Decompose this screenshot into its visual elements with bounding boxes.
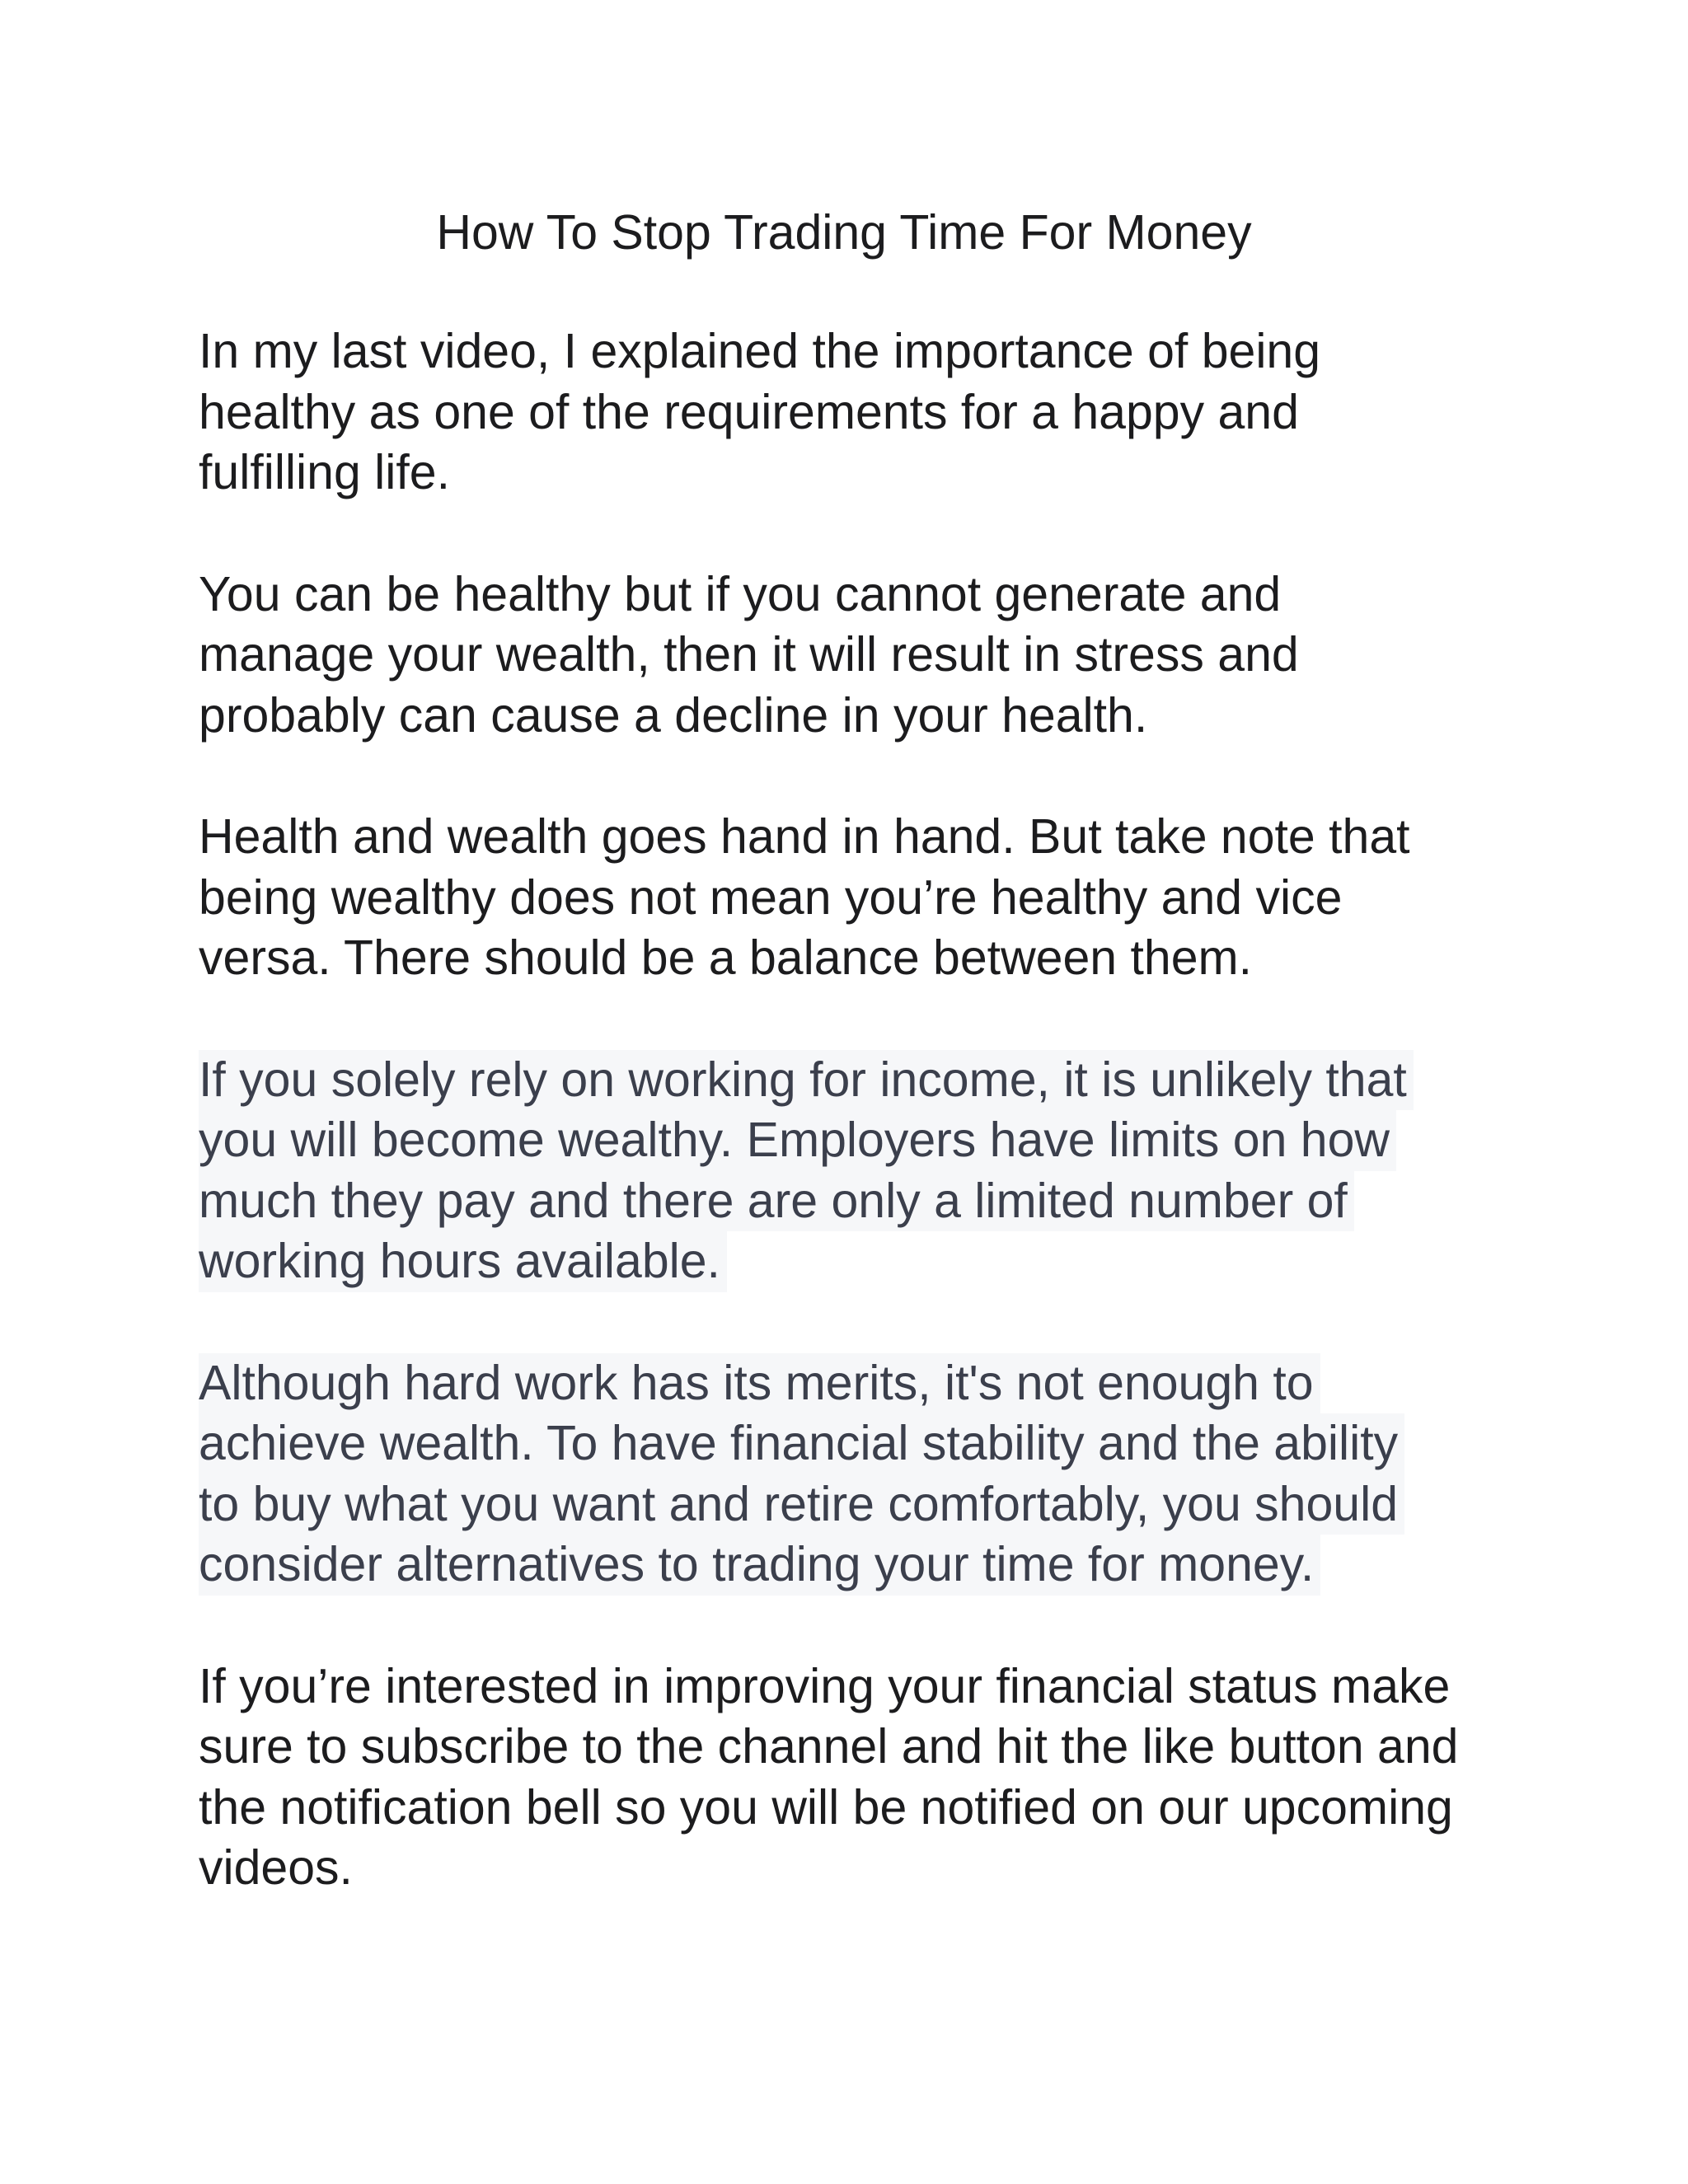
paragraph-line: consider alternatives to trading your time for money. [199, 1535, 1320, 1596]
paragraph-line: Health and wealth goes hand in hand. But take note that [199, 809, 1410, 864]
paragraph-line: you will become wealthy. Employers have limits on how [199, 1110, 1396, 1171]
paragraph-line: fulfilling life. [199, 445, 450, 499]
paragraph-line: to buy what you want and retire comfortably, you should [199, 1474, 1404, 1535]
paragraph-line: If you’re interested in improving your financial status make [199, 1658, 1451, 1713]
paragraph-1 [199, 321, 1517, 504]
paragraph-line: manage your wealth, then it will result in stress and [199, 627, 1299, 682]
paragraph-line: In my last video, I explained the importance of being [199, 324, 1321, 378]
paragraph-line: You can be healthy but if you cannot generate and [199, 566, 1282, 621]
paragraph-line: versa. There should be a balance between them. [199, 930, 1253, 985]
paragraph-line: working hours available. [199, 1231, 727, 1292]
paragraph-line: achieve wealth. To have financial stability and the ability [199, 1413, 1404, 1474]
paragraph-line: If you solely rely on working for income, it is unlikely that [199, 1050, 1414, 1111]
paragraph-line: the notification bell so you will be notified on our upcoming [199, 1779, 1453, 1835]
paragraph-6 [199, 1657, 1517, 1899]
paragraph-line: sure to subscribe to the channel and hit the like button and [199, 1719, 1459, 1774]
paragraph-line: videos. [199, 1840, 353, 1895]
paragraph-line: healthy as one of the requirements for a happy and [199, 384, 1299, 439]
paragraph-5-highlighted [199, 1353, 1517, 1596]
paragraph-3 [199, 807, 1517, 989]
paragraph-2 [199, 565, 1517, 747]
paragraph-4-highlighted [199, 1050, 1517, 1292]
paragraph-line: much they pay and there are only a limited number of [199, 1171, 1354, 1232]
paragraph-line: probably can cause a decline in your health. [199, 687, 1148, 743]
document-title: How To Stop Trading Time For Money [436, 205, 1252, 260]
document-body [199, 321, 1517, 1960]
paragraph-line: Although hard work has its merits, it's not enough to [199, 1353, 1320, 1414]
paragraph-line: being wealthy does not mean you’re healthy and vice [199, 869, 1343, 925]
